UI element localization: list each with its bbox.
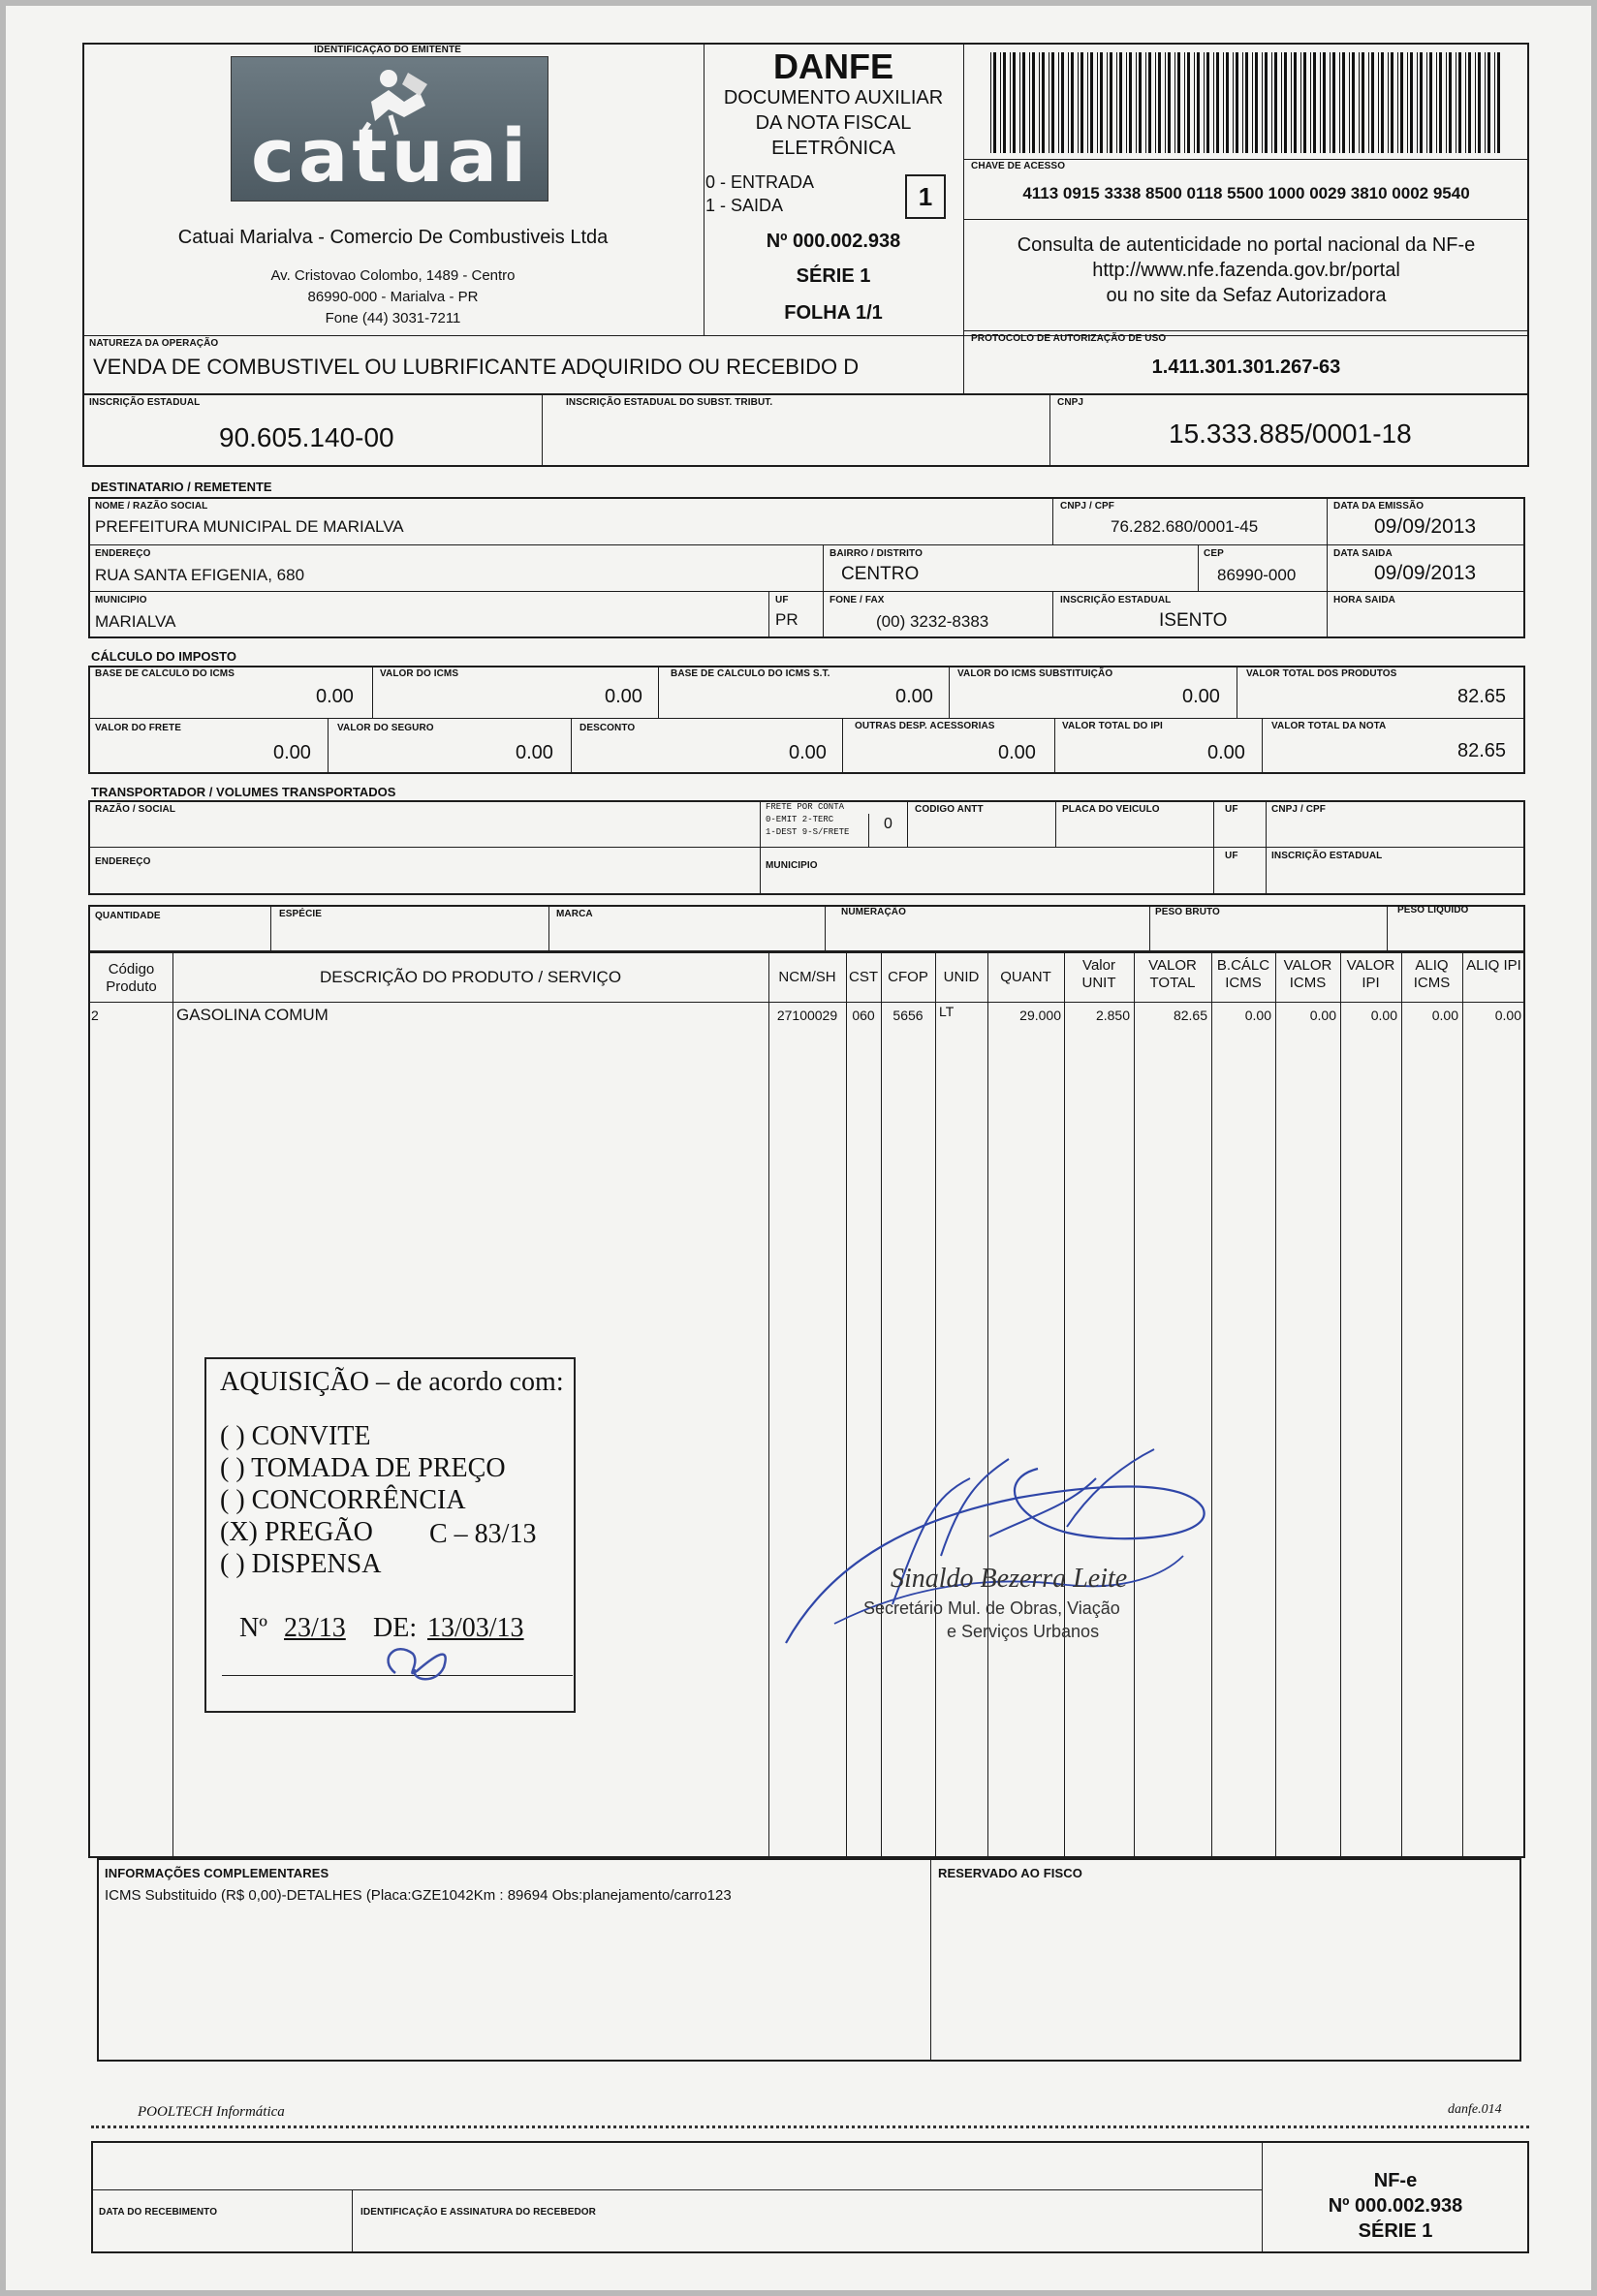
nf-type-box: 1 — [905, 174, 946, 219]
info-label: INFORMAÇÕES COMPLEMENTARES — [105, 1866, 329, 1880]
dest-cnpj: 76.282.680/0001-45 — [1111, 517, 1259, 536]
cnpj-label: CNPJ — [1057, 397, 1084, 408]
seguro-label: VALOR DO SEGURO — [337, 723, 434, 733]
danfe-title: DANFE — [773, 47, 893, 86]
v-icms: 0.00 — [605, 686, 642, 707]
dest-ie: ISENTO — [1159, 610, 1228, 631]
dest-municipio-label: MUNICIPIO — [95, 595, 147, 605]
emitente-section-label: IDENTIFICAÇÃO DO EMITENTE — [314, 45, 461, 55]
stamp-numero-prefix: Nº — [239, 1613, 267, 1643]
consulta-line-1: Consulta de autenticidade no portal nacional da NF-e — [1017, 234, 1476, 256]
ie-label: INSCRIÇÃO ESTADUAL — [89, 397, 201, 408]
row-bc: 0.00 — [1244, 1008, 1271, 1023]
marca-label: MARCA — [556, 909, 593, 919]
frete-conta-line-2: 0-EMIT 2-TERC — [766, 815, 834, 824]
danfe-document — [6, 6, 1591, 2290]
dest-saida: 09/09/2013 — [1374, 562, 1477, 584]
hdr-vipi: VALOR IPI — [1346, 957, 1395, 991]
dest-endereco: RUA SANTA EFIGENIA, 680 — [95, 566, 305, 584]
row-aipi: 0.00 — [1494, 1008, 1521, 1023]
numeracao-label: NUMERAÇÃO — [841, 907, 907, 917]
stamp-opt-convite: ( ) CONVITE — [220, 1421, 371, 1451]
bc-st: 0.00 — [895, 686, 933, 707]
danfe-subtitle-1: DOCUMENTO AUXILIAR — [723, 87, 944, 109]
dest-cnpj-label: CNPJ / CPF — [1060, 501, 1115, 512]
hdr-descricao: DESCRIÇÃO DO PRODUTO / SERVIÇO — [319, 968, 622, 986]
entrada-label: 0 - ENTRADA — [705, 172, 815, 192]
consulta-line-2[interactable]: http://www.nfe.fazenda.gov.br/portal — [1092, 260, 1400, 281]
saida-label: 1 - SAIDA — [705, 196, 784, 215]
hdr-vicms: VALOR ICMS — [1283, 957, 1332, 991]
v-prod-label: VALOR TOTAL DOS PRODUTOS — [1246, 668, 1397, 679]
transp-uf-label: UF — [1225, 804, 1238, 815]
stamp-de-prefix: DE: — [373, 1613, 418, 1643]
dest-emissao-label: DATA DA EMISSÃO — [1333, 501, 1425, 512]
dest-nome-label: NOME / RAZÃO SOCIAL — [95, 501, 208, 512]
stamp-opt-pregao: (X) PREGÃO — [220, 1517, 373, 1547]
hdr-codigo: Código Produto — [106, 961, 157, 995]
row-vicms: 0.00 — [1309, 1008, 1336, 1023]
catuai-logo — [231, 56, 548, 202]
dest-cep: 86990-000 — [1217, 566, 1297, 584]
dest-hora-label: HORA SAIDA — [1333, 595, 1395, 605]
hdr-cst: CST — [849, 969, 878, 985]
row-vipi: 0.00 — [1370, 1008, 1397, 1023]
dest-cep-label: CEP — [1204, 548, 1224, 559]
desconto-label: DESCONTO — [579, 723, 636, 733]
row-unid: LT — [939, 1004, 955, 1019]
bc-st-label: BASE DE CALCULO DO ICMS S.T. — [671, 668, 830, 679]
barcode-bars — [990, 52, 1504, 153]
stamp-opt-concorrencia: ( ) CONCORRÊNCIA — [220, 1485, 466, 1515]
transp-ie-label: INSCRIÇÃO ESTADUAL — [1271, 851, 1383, 861]
transp-uf2-label: UF — [1225, 851, 1238, 861]
emitente-cep-city: 86990-000 - Marialva - PR — [307, 289, 479, 305]
v-st: 0.00 — [1182, 686, 1220, 707]
especie-label: ESPÉCIE — [279, 909, 323, 919]
ipi-label: VALOR TOTAL DO IPI — [1062, 721, 1163, 731]
emitente-company: Catuai Marialva - Comercio De Combustiveis Ltda — [177, 227, 609, 248]
signatory-role-2: e Serviços Urbanos — [947, 1622, 1100, 1641]
seguro: 0.00 — [516, 742, 553, 763]
stamp-opt-tomada: ( ) TOMADA DE PREÇO — [220, 1453, 506, 1483]
stamp-opt-pregao-ref: C – 83/13 — [429, 1519, 537, 1549]
transp-section: TRANSPORTADOR / VOLUMES TRANSPORTADOS — [91, 785, 396, 799]
desconto: 0.00 — [789, 742, 827, 763]
dest-ie-label: INSCRIÇÃO ESTADUAL — [1060, 595, 1172, 605]
transp-cnpj-label: CNPJ / CPF — [1271, 804, 1327, 815]
placa-label: PLACA DO VEICULO — [1062, 804, 1160, 815]
secretary-signature — [776, 1440, 1232, 1653]
peso-liq-label: PESO LIQUIDO — [1397, 905, 1469, 915]
peso-bruto-label: PESO BRUTO — [1155, 907, 1220, 917]
cnpj-value: 15.333.885/0001-18 — [1169, 419, 1412, 449]
emitente-phone: Fone (44) 3031-7211 — [325, 310, 461, 326]
dest-uf-label: UF — [775, 595, 789, 605]
row-descricao: GASOLINA COMUM — [176, 1006, 329, 1024]
hdr-ncm: NCM/SH — [778, 969, 836, 985]
hdr-cfop: CFOP — [888, 969, 928, 985]
qtd-label: QUANTIDADE — [95, 911, 161, 921]
transp-municipio-label: MUNICIPIO — [766, 860, 818, 871]
v-prod: 82.65 — [1457, 686, 1507, 707]
row-vtotal: 82.65 — [1173, 1008, 1207, 1023]
danfe-folha: FOLHA 1/1 — [784, 302, 883, 324]
hdr-vunit: Valor UNIT — [1081, 957, 1116, 991]
natureza-value: VENDA DE COMBUSTIVEL OU LUBRIFICANTE ADQUIRIDO OU RECEBIDO D — [93, 355, 860, 379]
dest-fone: (00) 3232-8383 — [876, 612, 989, 631]
transp-razao-label: RAZÃO / SOCIAL — [95, 804, 176, 815]
stamp-title: AQUISIÇÃO – de acordo com: — [220, 1367, 564, 1397]
dest-municipio: MARIALVA — [95, 612, 176, 631]
v-icms-label: VALOR DO ICMS — [380, 668, 459, 679]
ie-value: 90.605.140-00 — [219, 422, 394, 452]
danfe-subtitle-3: ELETRÔNICA — [771, 138, 895, 159]
bc-icms-label: BASE DE CALCULO DO ICMS — [95, 668, 235, 679]
logo-text: catuai — [250, 112, 531, 199]
dest-uf: PR — [775, 610, 798, 629]
acquisition-stamp — [204, 1357, 576, 1713]
emitente-address: Av. Cristovao Colombo, 1489 - Centro — [270, 267, 516, 284]
info-text: ICMS Substituido (R$ 0,00)-DETALHES (Placa:GZE1042Km : 89694 Obs:planejamento/carro123 — [105, 1887, 732, 1904]
frete-conta-value: 0 — [884, 816, 892, 832]
bc-icms: 0.00 — [316, 686, 354, 707]
row-quant: 29.000 — [1019, 1008, 1061, 1023]
transp-endereco-label: ENDEREÇO — [95, 856, 151, 867]
dest-bairro: CENTRO — [841, 564, 920, 584]
iest-label: INSCRIÇÃO ESTADUAL DO SUBST. TRIBUT. — [566, 397, 773, 408]
row-aicms: 0.00 — [1431, 1008, 1458, 1023]
danfe-subtitle-2: DA NOTA FISCAL — [755, 112, 912, 134]
dest-fone-label: FONE / FAX — [830, 595, 885, 605]
pooltech-brand: POOLTECH Informática — [138, 2104, 285, 2120]
imposto-section: CÁLCULO DO IMPOSTO — [91, 649, 236, 664]
chave-label: CHAVE DE ACESSO — [971, 161, 1066, 171]
v-st-label: VALOR DO ICMS SUBSTITUIÇÃO — [957, 668, 1113, 679]
assinatura-recebedor-label: IDENTIFICAÇÃO E ASSINATURA DO RECEBEDOR — [360, 2207, 596, 2218]
consulta-line-3: ou no site da Sefaz Autorizadora — [1106, 285, 1387, 306]
row-cfop: 5656 — [892, 1008, 924, 1023]
hdr-bc: B.CÁLC ICMS — [1216, 957, 1270, 991]
fisco-label: RESERVADO AO FISCO — [938, 1866, 1082, 1880]
signature-scribble — [776, 1440, 1232, 1653]
stamp-opt-dispensa: ( ) DISPENSA — [220, 1549, 382, 1579]
frete: 0.00 — [273, 742, 311, 763]
row-vunit: 2.850 — [1095, 1008, 1130, 1023]
canhoto-serie: SÉRIE 1 — [1358, 2220, 1433, 2242]
outras: 0.00 — [998, 742, 1036, 763]
row-codigo: 2 — [91, 1008, 99, 1023]
chave-value: 4113 0915 3338 8500 0118 5500 1000 0029 3810 0002 9540 — [1022, 184, 1470, 202]
outras-label: OUTRAS DESP. ACESSORIAS — [855, 721, 995, 731]
dest-emissao: 09/09/2013 — [1374, 515, 1477, 538]
data-recebimento-label: DATA DO RECEBIMENTO — [99, 2207, 218, 2218]
nota: 82.65 — [1457, 740, 1507, 761]
canhoto-nfe: NF-e — [1373, 2170, 1418, 2191]
frete-label: VALOR DO FRETE — [95, 723, 181, 733]
barcode — [990, 52, 1504, 153]
stamp-numero: 23/13 — [284, 1613, 346, 1643]
hdr-unid: UNID — [943, 969, 980, 985]
nota-label: VALOR TOTAL DA NOTA — [1271, 721, 1387, 731]
protocolo-label: PROTOCOLO DE AUTORIZAÇÃO DE USO — [971, 333, 1167, 344]
ipi: 0.00 — [1207, 742, 1245, 763]
stamp-data: 13/03/13 — [427, 1613, 524, 1643]
signatory-name: Sinaldo Bezerra Leite — [891, 1564, 1128, 1594]
destinatario-section: DESTINATARIO / REMETENTE — [91, 480, 272, 494]
cut-line — [91, 2125, 1529, 2128]
danfe-serie: SÉRIE 1 — [796, 265, 871, 287]
stamp-initials-signature — [376, 1630, 463, 1689]
canhoto-numero: Nº 000.002.938 — [1328, 2195, 1463, 2217]
dest-nome: PREFEITURA MUNICIPAL DE MARIALVA — [95, 517, 404, 536]
row-cst: 060 — [852, 1008, 875, 1023]
hdr-aicms: ALIQ ICMS — [1413, 957, 1451, 991]
dest-saida-label: DATA SAIDA — [1333, 548, 1393, 559]
frete-conta-line-3: 1-DEST 9-S/FRETE — [766, 827, 850, 837]
hdr-quant: QUANT — [1000, 969, 1051, 985]
frete-conta-line-1: FRETE POR CONTA — [766, 802, 845, 812]
protocolo-value: 1.411.301.301.267-63 — [1151, 357, 1341, 378]
antt-label: CODIGO ANTT — [915, 804, 984, 815]
dest-endereco-label: ENDEREÇO — [95, 548, 151, 559]
hdr-aipi: ALIQ IPI — [1466, 957, 1521, 974]
hdr-vtotal: VALOR TOTAL — [1148, 957, 1197, 991]
natureza-label: NATUREZA DA OPERAÇÃO — [89, 338, 219, 349]
danfe-code: danfe.014 — [1448, 2102, 1502, 2117]
dest-bairro-label: BAIRRO / DISTRITO — [830, 548, 923, 559]
danfe-number: Nº 000.002.938 — [766, 231, 901, 252]
signatory-role-1: Secretário Mul. de Obras, Viação — [863, 1598, 1120, 1618]
row-ncm: 27100029 — [776, 1008, 838, 1023]
